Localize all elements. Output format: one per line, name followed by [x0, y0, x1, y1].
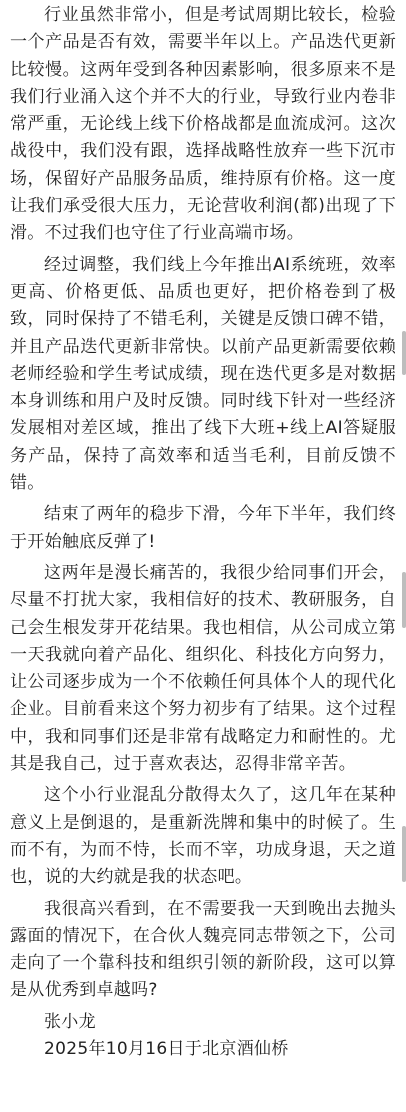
paragraph-6: 我很高兴看到，在不需要我一天到晚出去抛头露面的情况下，在合伙人魏亮同志带领之下，公司走向了一个靠科技和组织引领的新阶段，这可以算是从优秀到卓越吗?: [10, 898, 396, 1001]
scroll-indicator[interactable]: [402, 826, 406, 882]
paragraph-4: 这两年是漫长痛苦的，我很少给同事们开会，尽量不打扰大家，我相信好的技术、教研服务，自己会生根发芽开花结果。我也相信，从公司成立第一天我就向着产品化、组织化、科技化方向努力，让公司逐步成为一个不依赖任何具体个人的现代化企业。目前看来这个努力初步有了结果。这个过程中，我和同事们还是非常有战略定力和耐性的。尤其是我自己，过于喜欢表达，忍得非常辛苦。: [10, 562, 396, 775]
date-place: 2025年10月16日于北京酒仙桥: [44, 1038, 289, 1059]
paragraph-3: 结束了两年的稳步下滑，今年下半年，我们终于开始触底反弹了!: [10, 504, 396, 552]
author-name: 张小龙: [44, 1011, 96, 1032]
paragraph-5: 这个小行业混乱分散得太久了，这几年在某种意义上是倒退的，是重新洗牌和集中的时候了。生而不有，为而不恃，长而不宰，功成身退，天之道也，说的大约就是我的状态吧。: [10, 785, 396, 888]
scroll-indicator[interactable]: [402, 572, 406, 628]
paragraph-1: 行业虽然非常小，但是考试周期比较长，检验一个产品是否有效，需要半年以上。产品迭代更新比较慢。这两年受到各种因素影响，很多原来不是我们行业涌入这个并不大的行业，导致行业内卷非常严重，无论线上线下价格战都是血流成河。这次战役中，我们没有跟，选择战略性放弃一些下沉市场，保留好产品服务品质，维持原有价格。这一度让我们承受很大压力，无论营收利润(都)出现了下滑。不过我们也守住了行业高端市场。: [10, 5, 396, 244]
article-body: [10, 2, 396, 1063]
scroll-indicator[interactable]: [402, 331, 406, 375]
paragraph-2: 经过调整，我们线上今年推出AI系统班，效率更高、价格更低、品质也更好，把价格卷到了极致，同时保持了不错毛利，关键是反馈口碑不错，并且产品迭代更新非常快。以前产品更新需要依赖老师经验和学生考试成绩，现在迭代更多是对数据本身训练和用户及时反馈。同时线下针对一些经济发展相对差区域，推出了线下大班+线上AI答疑服务产品，保持了高效率和适当毛利，目前反馈不错。: [10, 254, 396, 494]
